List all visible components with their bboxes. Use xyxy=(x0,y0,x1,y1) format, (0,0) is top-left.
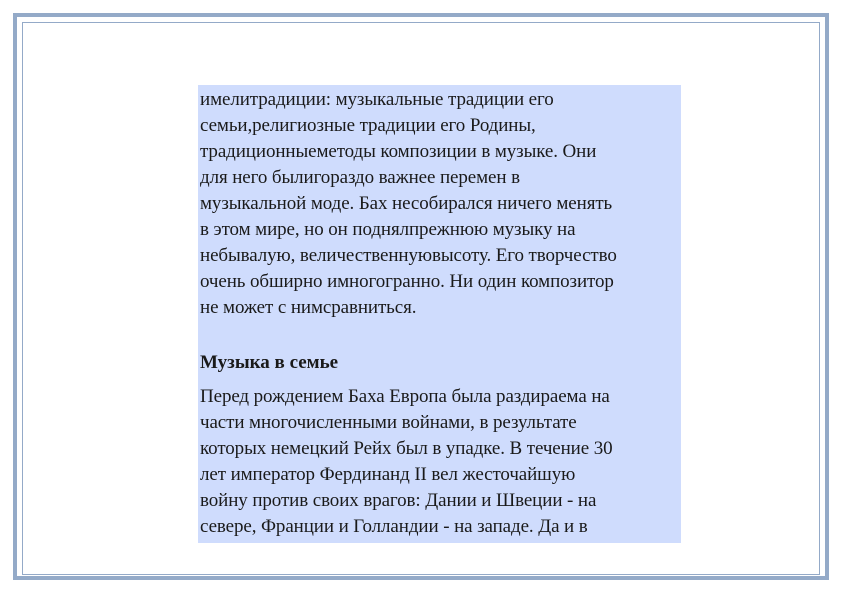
text-block xyxy=(198,85,681,543)
paragraph1-line: семьи,религиозные традиции его Родины, xyxy=(200,115,536,136)
paragraph2-line: войну против своих врагов: Дании и Швеции - на xyxy=(200,490,597,511)
paragraph2-line: Перед рождением Баха Европа была раздираема на xyxy=(200,386,610,407)
section-heading: Музыка в семье xyxy=(200,352,339,373)
paragraph1-line: традиционныеметоды композиции в музыке. Они xyxy=(200,141,597,162)
paragraph1-line: имелитрадиции: музыкальные традиции его xyxy=(200,89,554,110)
paragraph1-line: для него былигораздо важнее перемен в xyxy=(200,167,520,188)
paragraph1-line: в этом мире, но он поднялпрежнюю музыку на xyxy=(200,219,576,240)
paragraph2-line: лет император Фердинанд II вел жесточайшую xyxy=(200,464,576,485)
paragraph2-line: части многочисленными войнами, в результате xyxy=(200,412,577,433)
paragraph1-line: музыкальной моде. Бах несобирался ничего менять xyxy=(200,193,613,214)
paragraph1-line: не может с нимсравниться. xyxy=(200,297,417,318)
paragraph2-line: которых немецкий Рейх был в упадке. В течение 30 xyxy=(200,438,613,459)
paragraph2-line: севере, Франции и Голландии - на западе. Да и в xyxy=(200,516,588,537)
paragraph1-line: очень обширно имногогранно. Ни один композитор xyxy=(200,271,614,292)
paragraph1-line: небывалую, величественнуювысоту. Его творчество xyxy=(200,245,617,266)
